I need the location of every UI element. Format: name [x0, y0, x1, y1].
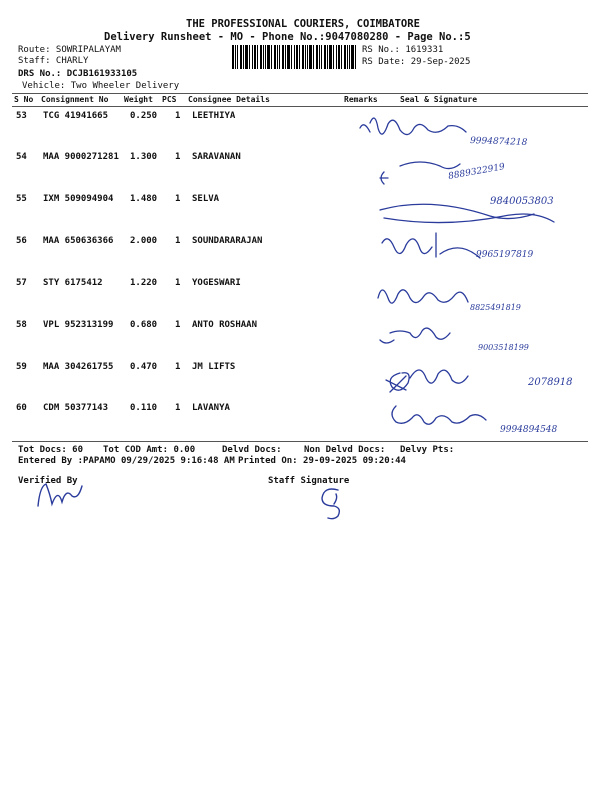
header-rule-bottom [12, 106, 588, 107]
row-sno: 60 [16, 403, 27, 413]
runsheet-title: Delivery Runsheet - MO - Phone No.:9047080280 - Page No.:5 [104, 31, 471, 43]
signature-stroke [392, 406, 486, 424]
row-consignment: VPL 952313199 [43, 320, 114, 330]
signature-stroke [370, 118, 466, 135]
signature-stroke [380, 172, 388, 184]
row-consignee: SELVA [192, 194, 220, 204]
row-consignment: IXM 509094904 [43, 194, 114, 204]
row-sno: 54 [16, 152, 27, 162]
row-pcs: 1 [175, 403, 181, 413]
staff-label: Staff: CHARLY [18, 56, 89, 66]
handwritten-phone: 9994874218 [469, 136, 528, 148]
row-sno: 58 [16, 320, 27, 330]
signature-stroke [360, 125, 370, 132]
total-cod-amount: Tot COD Amt: 0.00 [103, 445, 196, 455]
signature-stroke [380, 340, 394, 343]
row-sno: 53 [16, 111, 27, 121]
row-sno: 55 [16, 194, 27, 204]
row-weight: 1.220 [130, 278, 158, 288]
staff-signature [312, 482, 352, 522]
row-consignee: YOGESWARI [192, 278, 241, 288]
handwritten-signatures [340, 108, 600, 448]
barcode-image [232, 45, 356, 69]
row-consignee: ANTO ROSHAAN [192, 320, 258, 330]
delivered-docs: Delvd Docs: [222, 445, 282, 455]
row-weight: 0.110 [130, 403, 158, 413]
row-consignment: CDM 50377143 [43, 403, 109, 413]
row-pcs: 1 [175, 111, 181, 121]
route-label: Route: SOWRIPALAYAM [18, 45, 121, 55]
col-seal-signature: Seal & Signature [400, 95, 478, 104]
row-pcs: 1 [175, 194, 181, 204]
row-sno: 57 [16, 278, 27, 288]
signature-stroke [390, 328, 450, 339]
handwritten-phone: 8889322919 [447, 162, 506, 182]
staff-signature-label: Staff Signature [268, 476, 350, 486]
row-consignee: LAVANYA [192, 403, 230, 413]
vehicle-label: Vehicle: Two Wheeler Delivery [22, 81, 180, 91]
row-consignee: JM LIFTS [192, 362, 236, 372]
row-consignment: MAA 304261755 [43, 362, 114, 372]
signature-stroke [378, 290, 468, 303]
row-consignee: SARAVANAN [192, 152, 241, 162]
row-consignment: MAA 650636366 [43, 236, 114, 246]
handwritten-phone: 9003518199 [478, 343, 529, 352]
total-docs: Tot Docs: 60 [18, 445, 84, 455]
row-consignment: STY 6175412 [43, 278, 103, 288]
rs-date: RS Date: 29-Sep-2025 [362, 57, 471, 67]
col-consignment: Consignment No [41, 95, 109, 104]
verified-by-label: Verified By [18, 476, 78, 486]
row-pcs: 1 [175, 152, 181, 162]
row-consignee: SOUNDARARAJAN [192, 236, 263, 246]
row-pcs: 1 [175, 362, 181, 372]
handwritten-phone: 9965197819 [476, 250, 534, 260]
row-weight: 0.470 [130, 362, 158, 372]
footer-rule [12, 441, 588, 442]
row-weight: 0.680 [130, 320, 158, 330]
handwritten-phone: 9840053803 [490, 196, 554, 207]
handwritten-phone: 2078918 [528, 377, 573, 388]
row-weight: 2.000 [130, 236, 158, 246]
row-consignment: MAA 9000271281 [43, 152, 119, 162]
delivery-points: Delvy Pts: [400, 445, 455, 455]
entered-by: Entered By :PAPAMO 09/29/2025 9:16:48 AM [18, 456, 235, 466]
non-delivered-docs: Non Delvd Docs: [304, 445, 386, 455]
row-pcs: 1 [175, 236, 181, 246]
handwritten-phone: 9994894548 [500, 425, 558, 435]
drs-number: DRS No.: DCJB161933105 [18, 69, 138, 79]
row-weight: 1.480 [130, 194, 158, 204]
company-name: THE PROFESSIONAL COURIERS, COIMBATORE [186, 18, 420, 30]
col-remarks: Remarks [344, 95, 378, 104]
signature-stroke [382, 233, 436, 257]
row-weight: 0.250 [130, 111, 158, 121]
row-consignee: LEETHIYA [192, 111, 236, 121]
header-rule-top [12, 93, 588, 94]
signature-stroke [440, 248, 480, 258]
signature-stroke [400, 162, 460, 169]
col-sno: S No [14, 95, 34, 104]
row-weight: 1.300 [130, 152, 158, 162]
row-sno: 56 [16, 236, 27, 246]
handwritten-phone: 8825491819 [470, 303, 521, 312]
verified-by-signature [28, 476, 88, 510]
col-consignee: Consignee Details [188, 95, 270, 104]
printed-on: Printed On: 29-09-2025 09:20:44 [238, 456, 406, 466]
row-consignment: TCG 41941665 [43, 111, 109, 121]
row-pcs: 1 [175, 320, 181, 330]
col-weight: Weight [124, 95, 153, 104]
col-pcs: PCS [162, 95, 177, 104]
row-pcs: 1 [175, 278, 181, 288]
rs-number: RS No.: 1619331 [362, 45, 444, 55]
row-sno: 59 [16, 362, 27, 372]
